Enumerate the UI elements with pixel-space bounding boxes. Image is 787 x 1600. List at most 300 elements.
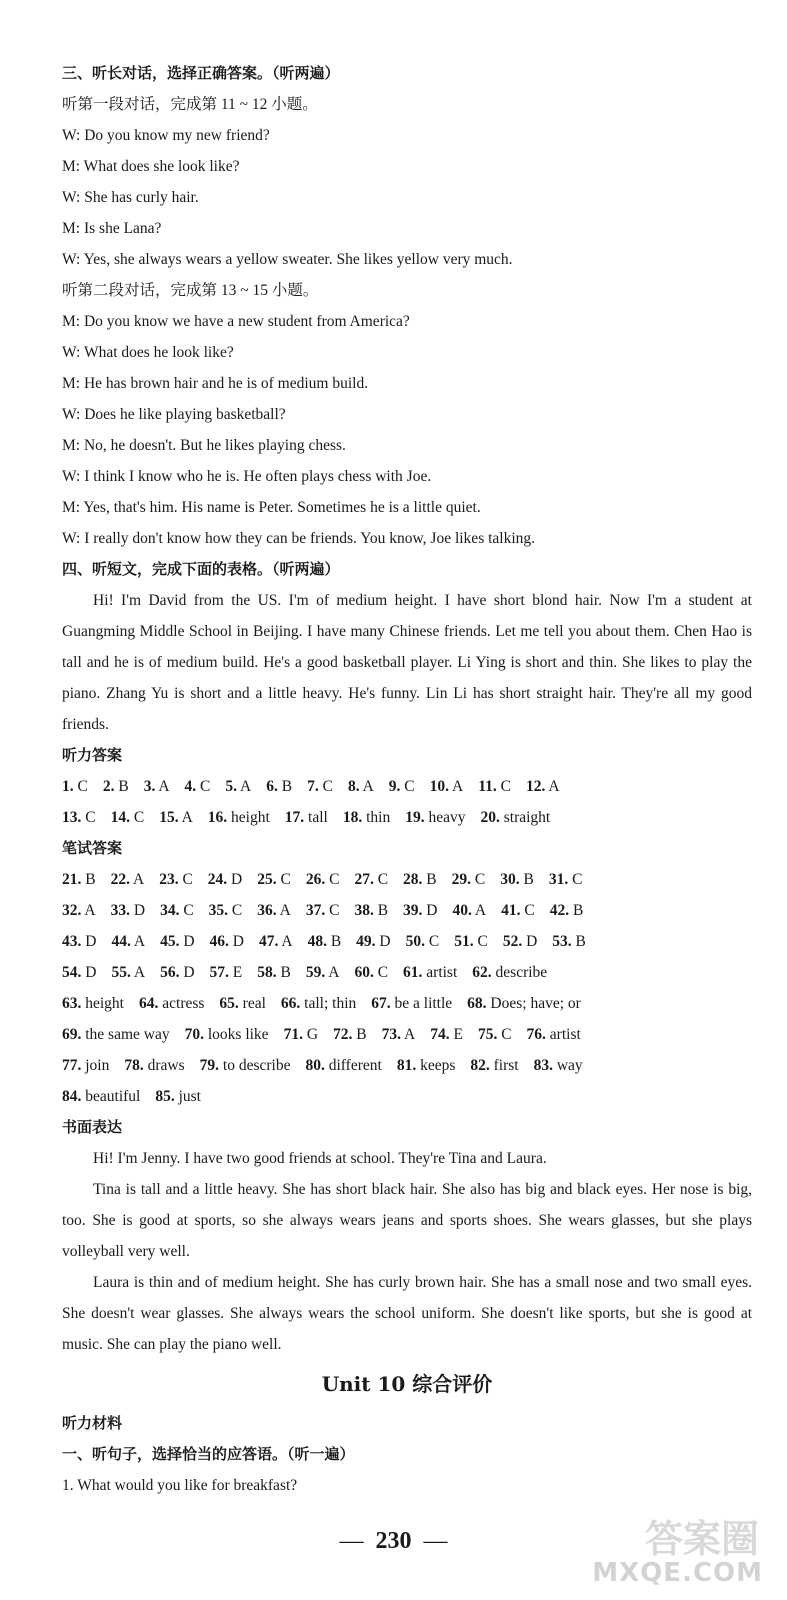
answer-number: 33.: [110, 902, 130, 919]
answer-value: first: [493, 1057, 519, 1074]
answer-value: the same way: [85, 1026, 170, 1043]
answer-value: C: [231, 902, 243, 919]
answer-item: [527, 1019, 581, 1050]
answer-item: [257, 957, 291, 988]
answer-number: 4.: [184, 778, 197, 795]
dialogue-2-line: W: I really don't know how they can be friends. You know, Joe likes talking.: [62, 530, 536, 547]
answer-number: 19.: [405, 809, 425, 826]
answer-number: 14.: [110, 809, 130, 826]
answer-value: heavy: [428, 809, 466, 826]
answer-value: B: [572, 902, 584, 919]
answer-value: just: [178, 1088, 201, 1105]
answer-item: [306, 895, 340, 926]
answer-value: way: [556, 1057, 583, 1074]
answer-number: 75.: [477, 1026, 498, 1043]
answer-number: 41.: [501, 902, 521, 919]
answer-value: real: [242, 995, 266, 1012]
answer-item: [501, 895, 535, 926]
answer-number: 13.: [62, 809, 82, 826]
answer-row: [62, 771, 752, 802]
answer-item: [209, 895, 243, 926]
answer-number: 3.: [143, 778, 156, 795]
answer-number: 65.: [219, 995, 239, 1012]
listening-answers-heading: 听力答案: [62, 746, 123, 764]
dialogue-1-line: W: Yes, she always wears a yellow sweater. She likes yellow very much.: [62, 251, 513, 268]
dialogue-1-line: M: Is she Lana?: [62, 220, 162, 237]
answer-number: 38.: [354, 902, 374, 919]
answer-value: C: [183, 902, 194, 919]
answer-item: [306, 864, 340, 895]
answer-number: 28.: [403, 871, 423, 888]
answer-number: 7.: [307, 778, 319, 795]
answer-number: 61.: [403, 964, 423, 981]
section-4-passage: Hi! I'm David from the US. I'm of medium height. I have short blond hair. Now I'm a student at Guangming Middle School in Beijing. I have many Chinese friends. Let me tell you about them. Chen Hao is tall and he is of medium build. He's a good basketball player. Li Ying is short and thin. She likes to play the piano. Zhang Yu is short and a little heavy. He's funny. Lin Li has short straight hair. They're all my good friends.: [62, 592, 752, 733]
answer-item: [111, 926, 145, 957]
answer-number: 11.: [478, 778, 497, 795]
dialogue-2-line: M: Yes, that's him. His name is Peter. Sometimes he is a little quiet.: [62, 499, 481, 516]
answer-item: [343, 802, 390, 833]
answer-item: [478, 771, 511, 802]
answer-item: [285, 802, 328, 833]
answer-number: 25.: [257, 871, 277, 888]
written-answers-heading: 笔试答案: [62, 839, 123, 857]
answer-number: 54.: [62, 964, 82, 981]
answer-number: 21.: [62, 871, 82, 888]
answer-item: [124, 1050, 184, 1081]
answer-number: 51.: [454, 933, 474, 950]
answer-value: B: [280, 964, 291, 981]
answer-number: 12.: [526, 778, 546, 795]
answer-item: [257, 864, 291, 895]
answer-number: 32.: [62, 902, 82, 919]
answer-item: [159, 802, 193, 833]
answer-value: C: [404, 778, 415, 795]
dialogue-2-line: W: I think I know who he is. He often plays chess with Joe.: [62, 468, 432, 485]
answer-value: D: [379, 933, 391, 950]
answer-item: [159, 864, 193, 895]
answer-value: B: [575, 933, 586, 950]
answer-item: [210, 926, 244, 957]
answer-item: [481, 802, 551, 833]
answer-number: 73.: [381, 1026, 401, 1043]
dialogue-2-line: M: He has brown hair and he is of medium build.: [62, 375, 369, 392]
answer-number: 59.: [305, 964, 326, 981]
answer-item: [305, 1050, 381, 1081]
answer-item: [549, 864, 583, 895]
answer-number: 68.: [467, 995, 487, 1012]
answer-number: 70.: [184, 1026, 204, 1043]
answer-value: Does; have; or: [490, 995, 581, 1012]
answer-item: [160, 957, 194, 988]
answer-item: [62, 926, 96, 957]
answer-item: [257, 895, 291, 926]
answer-value: actress: [162, 995, 205, 1012]
answer-item: [103, 771, 129, 802]
answer-number: 30.: [500, 871, 520, 888]
answer-value: A: [133, 871, 145, 888]
answer-number: 34.: [160, 902, 180, 919]
answer-value: C: [200, 778, 211, 795]
answer-value: D: [85, 933, 97, 950]
answer-number: 23.: [159, 871, 179, 888]
answer-row: [62, 1081, 752, 1112]
answer-item: [403, 864, 437, 895]
answer-row: [62, 802, 752, 833]
dialogue-2-line: M: Do you know we have a new student from America?: [62, 313, 410, 330]
answer-number: 8.: [347, 778, 360, 795]
answer-number: 43.: [62, 933, 82, 950]
answer-item: [219, 988, 265, 1019]
dialogue-1-line: W: Do you know my new friend?: [62, 127, 270, 144]
answer-item: [210, 957, 243, 988]
answer-item: [208, 802, 270, 833]
answer-item: [155, 1081, 201, 1112]
answer-value: A: [279, 902, 291, 919]
answer-item: [470, 1050, 518, 1081]
answer-item: [348, 771, 374, 802]
answer-number: 83.: [533, 1057, 553, 1074]
answer-item: [160, 895, 194, 926]
answer-number: 76.: [526, 1026, 546, 1043]
answer-value: draws: [147, 1057, 185, 1074]
answer-item: [356, 926, 390, 957]
answer-item: [333, 1019, 367, 1050]
answer-item: [403, 957, 457, 988]
answer-number: 37.: [305, 902, 326, 919]
answer-item: [354, 957, 388, 988]
answer-value: be a little: [394, 995, 453, 1012]
answer-number: 15.: [159, 809, 179, 826]
answer-item: [478, 1019, 512, 1050]
answer-item: [354, 895, 388, 926]
answer-value: C: [428, 933, 440, 950]
answer-item: [354, 864, 388, 895]
answer-item: [185, 771, 211, 802]
answer-value: A: [84, 902, 96, 919]
answer-number: 1.: [62, 778, 74, 795]
answer-value: B: [523, 871, 534, 888]
dialogue-2-line: M: No, he doesn't. But he likes playing chess.: [62, 437, 346, 454]
answer-item: [550, 895, 584, 926]
answer-item: [452, 864, 486, 895]
answer-number: 57.: [209, 964, 229, 981]
answer-row: [62, 895, 752, 926]
answer-value: D: [232, 933, 244, 950]
answer-value: C: [377, 964, 389, 981]
answer-number: 67.: [371, 995, 391, 1012]
answer-row: [62, 1019, 752, 1050]
answer-number: 84.: [62, 1088, 82, 1105]
answer-number: 81.: [396, 1057, 417, 1074]
answer-number: 48.: [307, 933, 327, 950]
answer-value: A: [548, 778, 560, 795]
answer-number: 62.: [472, 964, 492, 981]
section-4-heading: 四、听短文，完成下面的表格。（听两遍）: [62, 560, 340, 578]
answer-item: [534, 1050, 583, 1081]
answer-number: 17.: [284, 809, 305, 826]
answer-value: B: [426, 871, 437, 888]
answer-item: [284, 1019, 318, 1050]
answer-value: G: [306, 1026, 319, 1043]
writing-paragraph: Laura is thin and of medium height. She has curly brown hair. She has a small nose and two small eyes. She doesn't wear glasses. She always wears the school uniform. She doesn't like sports, but she is good at music. She can play the piano well.: [62, 1274, 752, 1353]
answer-value: B: [281, 778, 293, 795]
answer-item: [200, 1050, 291, 1081]
answer-value: C: [329, 871, 340, 888]
writing-paragraph: Hi! I'm Jenny. I have two good friends at school. They're Tina and Laura.: [93, 1150, 547, 1167]
answer-item: [208, 864, 242, 895]
answer-row: [62, 864, 752, 895]
answer-number: 29.: [451, 871, 471, 888]
answer-number: 74.: [430, 1026, 450, 1043]
answer-number: 50.: [405, 933, 425, 950]
answer-value: height: [231, 809, 270, 826]
answer-number: 24.: [207, 871, 228, 888]
answer-item: [111, 895, 145, 926]
answer-number: 53.: [552, 933, 572, 950]
answer-item: [430, 1019, 463, 1050]
answer-value: A: [281, 933, 293, 950]
answer-number: 79.: [199, 1057, 220, 1074]
answer-value: D: [85, 964, 97, 981]
answer-value: C: [477, 933, 488, 950]
answer-number: 44.: [111, 933, 131, 950]
answer-item: [139, 988, 204, 1019]
answer-value: artist: [549, 1026, 581, 1043]
answer-number: 2.: [102, 778, 115, 795]
dialogue-2-line: W: Does he like playing basketball?: [62, 406, 286, 423]
answer-item: [225, 771, 251, 802]
answer-value: tall; thin: [304, 995, 357, 1012]
answer-number: 31.: [548, 871, 569, 888]
answer-value: C: [329, 902, 340, 919]
answer-value: to describe: [222, 1057, 291, 1074]
answer-number: 72.: [333, 1026, 353, 1043]
answer-row: [62, 1050, 752, 1081]
answer-value: join: [85, 1057, 110, 1074]
answer-value: D: [133, 902, 146, 919]
answer-item: [397, 1050, 456, 1081]
answer-item: [62, 864, 96, 895]
answer-value: B: [330, 933, 342, 950]
answer-number: 35.: [208, 902, 229, 919]
answer-item: [500, 864, 534, 895]
answer-value: A: [158, 778, 170, 795]
answer-number: 47.: [258, 933, 279, 950]
answer-item: [62, 895, 96, 926]
answer-item: [62, 802, 96, 833]
answer-value: C: [322, 778, 333, 795]
answer-item: [382, 1019, 416, 1050]
answer-row: [62, 926, 752, 957]
answer-number: 39.: [403, 902, 423, 919]
watermark-logo: [559, 1504, 769, 1594]
answer-number: 16.: [207, 809, 228, 826]
answer-number: 6.: [266, 778, 278, 795]
answer-value: B: [377, 902, 389, 919]
answer-number: 9.: [388, 778, 401, 795]
answer-item: [185, 1019, 269, 1050]
answer-value: D: [183, 933, 195, 950]
answer-value: A: [474, 902, 487, 919]
answer-number: 20.: [480, 809, 500, 826]
answer-item: [552, 926, 586, 957]
answer-number: 64.: [139, 995, 159, 1012]
answer-value: artist: [426, 964, 458, 981]
unit-10-subheading: 听力材料: [62, 1414, 123, 1432]
answer-number: 60.: [354, 964, 374, 981]
answer-item: [371, 988, 452, 1019]
answer-item: [111, 864, 145, 895]
answer-item: [453, 895, 487, 926]
answer-value: C: [524, 902, 535, 919]
footer-dash-left: —: [339, 1528, 364, 1554]
answer-value: different: [328, 1057, 382, 1074]
answer-item: [62, 771, 88, 802]
document-page: [62, 58, 752, 1501]
watermark-top-text: 答案圈: [644, 1517, 759, 1561]
answer-value: E: [232, 964, 243, 981]
answer-value: beautiful: [85, 1088, 141, 1105]
answer-value: D: [426, 902, 438, 919]
answer-item: [111, 957, 145, 988]
answer-item: [526, 771, 560, 802]
answer-number: 52.: [502, 933, 523, 950]
answer-value: A: [133, 933, 146, 950]
answer-item: [281, 988, 356, 1019]
answer-value: A: [452, 778, 464, 795]
answer-number: 56.: [160, 964, 180, 981]
answer-item: [160, 926, 194, 957]
answer-value: C: [572, 871, 583, 888]
answer-value: C: [85, 809, 96, 826]
answer-number: 22.: [110, 871, 130, 888]
answer-item: [454, 926, 488, 957]
answer-value: looks like: [207, 1026, 269, 1043]
answer-number: 45.: [160, 933, 180, 950]
answer-value: thin: [366, 809, 391, 826]
section-3-heading: 三、听长对话，选择正确答案。（听两遍）: [62, 64, 340, 82]
answer-item: [266, 771, 292, 802]
answer-value: E: [453, 1026, 463, 1043]
dialogue-1-intro: 听第一段对话，完成第 11 ~ 12 小题。: [62, 96, 318, 113]
answer-number: 80.: [305, 1057, 325, 1074]
answer-item: [111, 802, 145, 833]
answer-value: B: [118, 778, 129, 795]
answer-item: [472, 957, 547, 988]
answer-number: 71.: [283, 1026, 303, 1043]
answer-number: 40.: [452, 902, 472, 919]
page-number: 230: [375, 1528, 412, 1554]
answer-item: [62, 1081, 140, 1112]
unit-10-section-1-heading: 一、听句子，选择恰当的应答语。（听一遍）: [62, 1445, 355, 1463]
answer-item: [307, 771, 333, 802]
dialogue-2-line: W: What does he look like?: [62, 344, 234, 361]
answer-number: 10.: [429, 778, 450, 795]
writing-paragraph: Tina is tall and a little heavy. She has short black hair. She also has big and black eyes. Her nose is big, too. She is good at sports, so she always wears jeans and sports shoes. She wears glasses, but she plays volleyball very well.: [62, 1181, 752, 1260]
dialogue-1-line: M: What does she look like?: [62, 158, 240, 175]
answer-value: tall: [308, 809, 328, 826]
answer-value: A: [240, 778, 252, 795]
answer-item: [62, 1050, 109, 1081]
answer-value: C: [133, 809, 145, 826]
written-answers-list: [62, 864, 752, 1112]
answer-number: 58.: [257, 964, 277, 981]
answer-number: 85.: [155, 1088, 175, 1105]
answer-value: straight: [503, 809, 551, 826]
answer-value: C: [500, 778, 511, 795]
answer-number: 46.: [209, 933, 229, 950]
writing-heading: 书面表达: [62, 1118, 123, 1136]
answer-number: 49.: [356, 933, 376, 950]
answer-item: [403, 895, 437, 926]
answer-number: 27.: [354, 871, 374, 888]
answer-item: [405, 802, 465, 833]
answer-value: keeps: [420, 1057, 456, 1074]
answer-value: C: [474, 871, 486, 888]
unit-10-question-1: 1. What would you like for breakfast?: [62, 1477, 298, 1494]
answer-row: [62, 957, 752, 988]
unit-10-title: Unit 10 综合评价: [321, 1372, 493, 1396]
answer-value: C: [377, 871, 389, 888]
dialogue-2-intro: 听第二段对话，完成第 13 ~ 15 小题。: [62, 282, 319, 299]
answer-item: [259, 926, 293, 957]
answer-value: B: [356, 1026, 367, 1043]
answer-value: height: [85, 995, 124, 1012]
answer-item: [306, 957, 340, 988]
answer-value: A: [404, 1026, 416, 1043]
answer-number: 5.: [225, 778, 238, 795]
answer-number: 26.: [305, 871, 326, 888]
answer-number: 36.: [257, 902, 277, 919]
answer-number: 42.: [549, 902, 570, 919]
answer-value: describe: [495, 964, 548, 981]
answer-number: 69.: [62, 1026, 82, 1043]
answer-number: 77.: [62, 1057, 82, 1074]
answer-value: C: [280, 871, 291, 888]
answer-item: [389, 771, 415, 802]
answer-value: D: [526, 933, 538, 950]
answer-value: A: [362, 778, 374, 795]
answer-value: A: [133, 964, 146, 981]
answer-value: C: [501, 1026, 512, 1043]
answer-item: [406, 926, 440, 957]
answer-number: 55.: [111, 964, 131, 981]
answer-item: [144, 771, 170, 802]
answer-value: A: [181, 809, 193, 826]
answer-item: [503, 926, 537, 957]
footer-dash-right: —: [423, 1528, 448, 1554]
dialogue-1-line: W: She has curly hair.: [62, 189, 199, 206]
answer-value: D: [231, 871, 243, 888]
answer-row: [62, 988, 752, 1019]
answer-item: [62, 988, 124, 1019]
answer-value: D: [183, 964, 195, 981]
listening-answers-list: [62, 771, 752, 833]
answer-item: [308, 926, 342, 957]
answer-item: [62, 1019, 170, 1050]
answer-number: 66.: [280, 995, 301, 1012]
answer-value: C: [77, 778, 88, 795]
answer-item: [62, 957, 96, 988]
watermark-site-text: MXQE.COM: [592, 1558, 763, 1588]
answer-number: 78.: [124, 1057, 144, 1074]
answer-value: B: [85, 871, 96, 888]
answer-value: C: [182, 871, 193, 888]
answer-item: [467, 988, 581, 1019]
answer-item: [430, 771, 464, 802]
answer-number: 18.: [342, 809, 363, 826]
answer-number: 63.: [62, 995, 82, 1012]
